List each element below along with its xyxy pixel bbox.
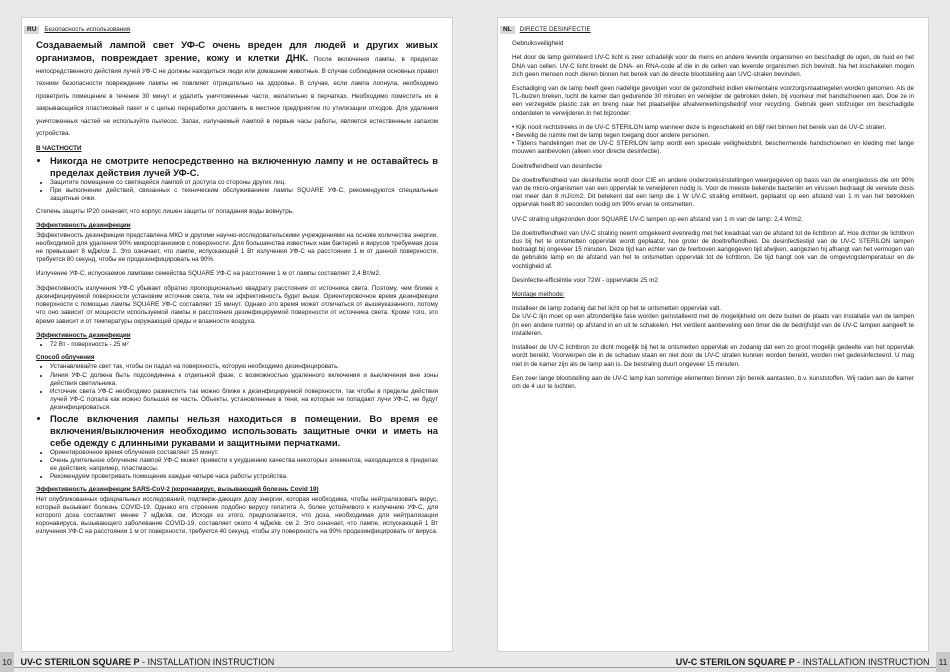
efficiency-paragraph-4: Desinfectie-efficiëntie voor 72W - oppervlakte 25 m2 [512,276,658,284]
footer-left [0,652,475,672]
page-number: 11 [936,652,950,672]
method-list [36,363,438,481]
lang-header [500,26,914,34]
emission-paragraph: Излучение УФ-С, испускаемое лампами семейства SQUARE УФ-С на расстоянии 1 м от лампы составляет 2,4 Вт/м2. [36,270,381,278]
covid-paragraph: Нет опубликованных официальных исследований, подтверж-дающих дозу энергии, которая необходима, чтобы нейтрализовать вирус, который вызывает болезнь COVID-19. Однако его строение подобно вирусу гепатита А, более устойчивого к излучению УФ-С, для которого доза составляет менее 7 мДж/кв. см. Исходя из этого, предполагается, что доза, необходимая для нейтрализации коронавируса, вызывающего заболевание COVID-19, составляет около 4 мДж/кв. см 2. Это означает, что лампе, испускающей 1 Вт излучения УФ-С на расстоянии 1 м от поверхности, требуется 40 секунд, чтобы эту поверхность на 90% продезинфицировать от вируса. [36,495,438,536]
heading-efficiency: Doeltreffendheid van desinfectie [512,162,602,170]
efficiency-paragraph: Эффективность дезинфекции представлена МКО и другими научно-исследовательскими учреждениями на основе количества энергии, необходимой для удаления 90% микроорганизмов с поверхности. Для большинства известных нам бактерий и вирусов требуемая доза не превышает 8 мДж/см 2. Это означает, что лампе, испускающей 1 Вт излучения УФ-С на расстоянии 1 м от данной поверхности, требуется 80 секунд, чтобы ее продезинфицировать на 90%. [36,231,438,264]
list-item: • Устанавливайте свет так, чтобы он падал на поверхность, которую необходимо дезинфицировать. [50,363,438,371]
page-right-content [503,26,914,647]
list-item: • Никогда не смотрите непосредственно на включенную лампу и не оставайтесь в пределах действия лучей УФ-С. [50,155,438,179]
method-paragraph-1: Installeer de lamp zodanig dat het licht op het te ontsmetten oppervlak valt. De UV-C lijn moet op een afzonderlijke fase worden geïnstalleerd met de mogelijkheid om deze buiten de plaats van installatie van de lampen (in een andere ruimte) op afstand in en uit te schakelen. Het verdient aanbeveling een timer die de bedrijfstijd van de UV-C lampen aangeeft te installeren. [512,305,914,337]
heading-method: Montage methode: [512,291,565,299]
heading-safety: Gebruiksveiligheid [512,40,564,48]
footer-brand: UV-C STERILON SQUARE P [675,657,795,667]
footer-right [475,652,950,672]
lang-header [24,26,438,34]
list-item: • 72 Вт - поверхность - 25 м² [50,341,438,349]
safety-paragraph-1: Het door de lamp geïmiteerd UV-C licht is zeer schadelijk voor de mens en andere levende organismen en beschadigt de ogen, de huid en het DNA van cellen. UV-C licht breekt de DNA- en RNA-code af die in de cellen van levende organismen zich bevindt. Na het inschakelen mogen zich geen mensen noch dieren binnen het bereik van de directe blootstelling aan UVC-stralen bevinden. [512,54,914,78]
heading-method: Способ облучения [36,354,95,362]
lang-code-badge: NL [500,26,515,34]
page-left-content [27,26,438,647]
page-number: 10 [0,652,14,672]
efficiency-paragraph-1: De doeltreffendheid van desinfectie wordt door CIE en andere onderzoeksinstellingen weergegeven op basis van de energiedosis die om 90% van de micro-organismen van een oppervlak te verwijderen nodig is. Voor de meeste bekende bacteriën en virussen bedraagt de vereiste dosis niet meer dan 8 mJ/cm2. Dit betekent dat een lamp die 1 W UV-C straling emitteert, geplaatst op een afstand van 1 m van het betrokken oppervlak heeft 80 seconden nodig om 90% ervan te ontsmetten. [512,176,914,209]
list-item: • Ориентировочное время облучения составляет 15 минут. [50,449,438,457]
efficiency-paragraph-2: UV-C straling uitgezonden door SQUARE UV-C lampen op een afstand van 1 m van de lamp: 2,4 W/m2. [512,215,803,223]
list-item: • Рекомендуем проветривать помещение каждые четыре часа работы устройства. [50,473,438,481]
heading-efficiency-2: Эффективность дезинфекции [36,331,131,339]
lang-code-badge: RU [24,26,39,34]
list-item: • При выполнении действий, связанных с техническим обслуживанием лампы SQUARE УФ-С, рекомендуются специальные защитные очки. [50,187,438,203]
section-title: DIRECTE DESINFECTIE [519,26,591,33]
heading-efficiency: Эффективность дезинфекции [36,222,131,230]
list-item: • Tijdens handelingen met de UV-C STERILON lamp wordt een speciale veiligheidsbril, beschermende handschoenen en kleding met lange mouwen aanbevolen (alleen voor directe desinfectie). [512,140,914,156]
list-item: • Kijk nooit rechtstreeks in de UV-C STERILON lamp wanneer deze is ingeschakeld en blijf niet binnen het bereik van de UV-C stralen. [512,123,887,131]
footer-subtitle: - INSTALLATION INSTRUCTION [794,657,930,667]
page-right [497,17,929,652]
method-paragraph-3: Een zeer lange blootstelling aan de UV-C lamp kan sommige elementen binnen zijn bereik aantasten, b.v. kunststoffen. Wij raden aan de kamer om de 4 uur te luchten. [512,374,914,390]
list-item: • Очень длительное облучение лампой УФ-С может привести к ухудшению качества некоторых элементов, находящихся в пределах ее действия, например, пластмассы. [50,457,438,473]
efficiency-distance-paragraph: Эффективность излучения УФ-С убывает обратно пропорционально квадрату расстояния от источника света. Поэтому, чем ближе к дезинфицируемой поверхности установим источник света, тем ее эффективность будет выше. Ориентировочное время дезинфекции поверхности с помощью лампы SQUARE УФ-С составляет 15 минут. Однако это время может отличаться от вышеуказанного, потому что оно зависит от мощности используемой лампы и расстояния дезинфицируемой поверхности от источника света. Кроме того, это время зависит и от температуры окружающей среды и влажности воздуха. [36,284,438,325]
footer-brand: UV-C STERILON SQUARE P [20,657,140,667]
list-item: • После включения лампы нельзя находиться в помещении. Во время ее включения/выключения необходимо использовать защитные очки и иметь на себе одежду с длинными рукавами и защитными перчатками. [50,413,438,449]
list-item: • Источник света УФ-С необходимо разместить так можно ближе к дезинфицируемой поверхности, так чтобы в пределы действия лучей УФ-С попала как можно большая ее часть. Объекты, установленные в тени, на которые не попадают лучи УФ-С, не будут дезинфицироваться. [50,388,438,413]
list-item: • Beveilig de ruimte met de lamp tegen toegang door andere personen. [512,132,710,140]
efficiency-list [36,341,438,349]
list-item: • Линия УФ-С должна быть подсоединена к отдельной фазе, с возможностью удаленного включения и выключения вне зоны действия светильника. [50,372,438,388]
ip20-paragraph: Степень защиты IP20 означает, что корпус лишен защиты от попадания воды вовнутрь. [36,208,294,216]
lead-bold: Создаваемый лампой свет УФ-С очень вреден для людей и других живых организмов, повреждает зрение, кожу и клетки ДНК. [36,40,438,64]
heading-covid: Эффективность дезинфекции SARS-CoV-2 (коронавирус, вызывающий болезнь Covid 19) [36,486,319,494]
heading-particular: В ЧАСТНОСТИ [36,145,82,153]
efficiency-paragraph-3: De doeltreffendheid van UV-C straling neemt omgekeerd evenredig met het kwadraat van de afstand tot de lichtbron af. Hoe dichter de lichtbron dus bij het te ontsmetten oppervlak wordt geplaatst, hoe groter de doeltreffendheid. De desinfectiestijd van de UV-C STERILON lampen bedraagt bij ongeveer 15 minuten. Deze tijd kan echter van de hierboven aangegeven tijd afwijken, aangezien hij afhangt van het vermogen van de gebruikte lamp en de afstand van het te ontsmetten oppervlak tot de lichtbron. De tijd hangt ook van de omgevingstemperatuur en de vochtigheid af. [512,229,914,270]
particular-list [36,155,438,204]
method-paragraph-2: Installeer de UV-C lichtbron zo dicht mogelijk bij het te ontsmetten oppervlak en zodanig dat een zo groot mogelijk gedeelte van het oppervlak wordt bereikt. Voorwerpen die in de schaduw staan en niet door de UV-C stralen kunnen worden bereikt, worden niet gedesinfecteerd. U mag niet in de kamer zijn als de lamp aan is. De bestraling duurt ongeveer 15 minuten. [512,344,914,368]
page-left [21,17,453,652]
safety-lead [36,40,438,139]
safety-paragraph-2: Eschadiging van de lamp heeft geen nadelige gevolgen voor de gezondheid indien elementaire voorzorgsmaatregelen worden genomen. Als de TL-buizen breken, lucht de kamer dan gedurende 30 minuten en verwijder de gebroken delen, bij voorkeur met handschoenen aan. Doe ze in een verzegelde plastic zak en breng naar het plaatselijke afvalverwerkingsbedrijf voor recycling. Gebruik geen stofzuiger om beschadigde onderdelen te verwijderen.In het bijzonder: [512,85,914,117]
lead-rest: После включения лампы, в пределах непосредственного действия лучей УФ-С не должны находиться люди или домашние животные. В случае соблюдения основных правил техники безопасности повреждение лампы не повлияет отрицательно на здоровье. В случае, если лампа лопнула, необходимо проветрить помещение в течение 30 минут и удалить уничтоженные части, желательно в перчатках. Необходимо поместить их в закрывающийся пластиковый пакет и с целью переработки доставить в местное предприятие по утилизации отходов. Для удаления уничтоженных частей не используйте пылесос. Запах, излучаемый лампой в первые часы работы, является естественным запахом устройства. [36,55,438,138]
list-item: • Защитите помещение со светящейся лампой от доступа со стороны других лиц. [50,179,438,187]
section-title: Безопасность использования [44,26,131,33]
footer-subtitle: - INSTALLATION INSTRUCTION [139,657,275,667]
